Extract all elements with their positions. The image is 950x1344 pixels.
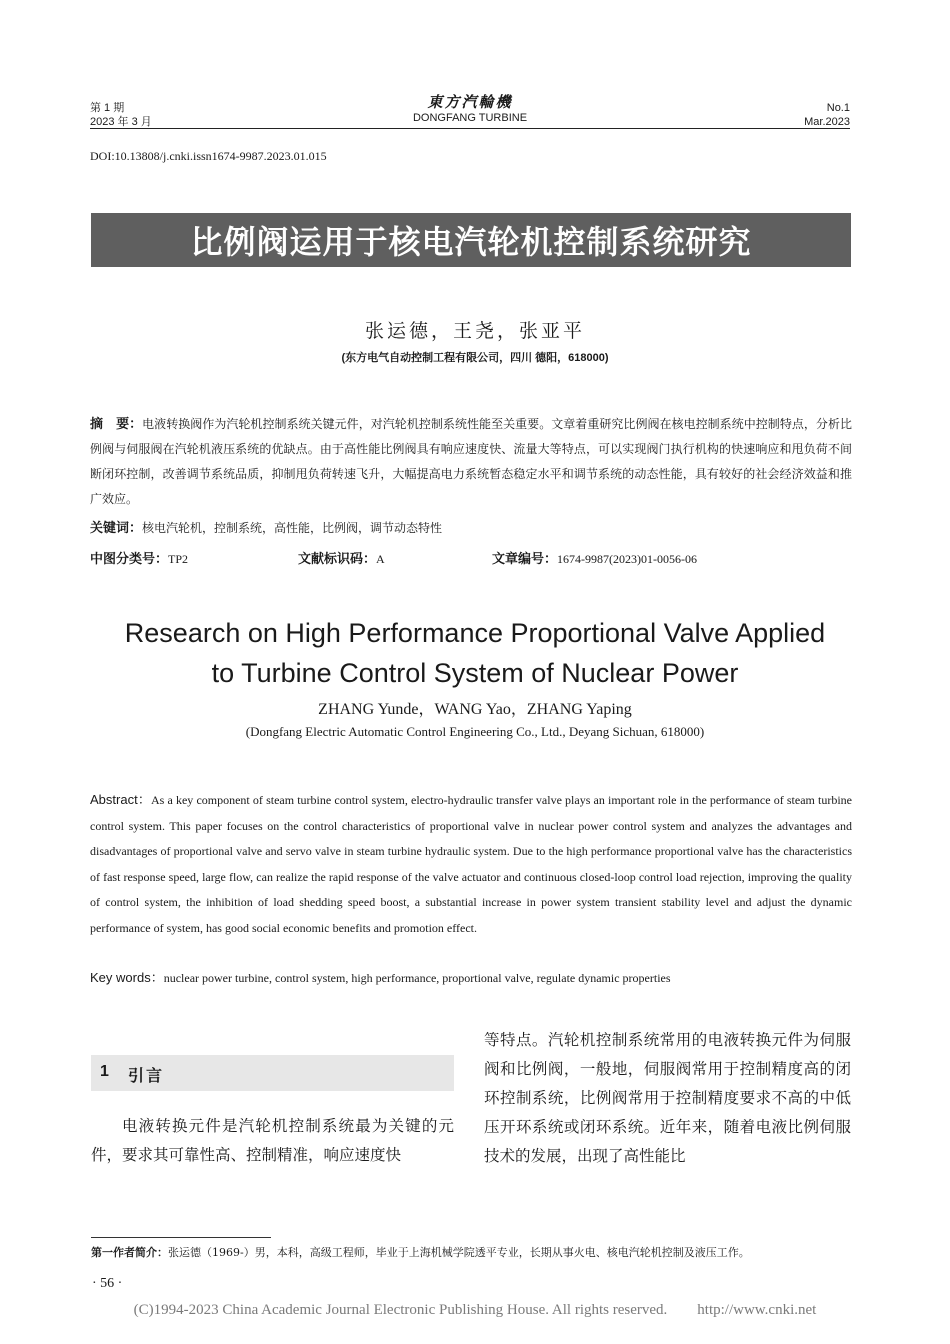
article-number [492,548,697,567]
page-number: · 56 · [92,1276,123,1291]
footnote-text: 张运德（1969-）男，本科，高级工程师，毕业于上海机械学院透平专业，长期从事火电、核电汽轮机控制及液压工作。 [168,1246,750,1259]
clc-value: TP2 [168,552,189,566]
document-code [298,548,385,567]
header-rule [90,128,850,129]
clc-label: 中图分类号： [90,551,169,566]
keywords-cn [90,517,442,536]
doi: DOI:10.13808/j.cnki.issn1674-9987.2023.01.015 [90,149,327,163]
header-issue-number: 第 1 期 [90,102,125,114]
section-number: 1 [100,1063,109,1080]
header-issue-en [804,101,850,129]
abstract-cn-text: 电液转换阀作为汽轮机控制系统关键元件，对汽轮机控制系统性能至关重要。文章着重研究比例阀在核电控制系统中控制特点，分析比例阀与伺服阀在汽轮机液压系统的优缺点。由于高性能比例阀具有响应速度快、流量大等特点，可以实现阀门执行机构的快速响应和甩负荷不间断闭环控制，改善调节系统品质，抑制甩负荷转速飞升，大幅提高电力系统暂态稳定水平和调节系统的动态性能，具有较好的社会经济效益和推广效应。 [90,417,852,506]
copyright-watermark: (C)1994-2023 China Academic Journal Electronic Publishing House. All rights reserved. http://www.cnki.net [133,1302,817,1318]
document-code-label: 文献标识码： [298,551,377,566]
abstract-cn [90,411,852,512]
header-journal [300,93,640,125]
abstract-en-text: As a key component of steam turbine control system, electro-hydraulic transfer valve plays an important role in the performance of steam turbine control system. This paper focuses on the control characteristics of proportional valve in nuclear power control system and analyzes the advantages and disadvantages of proportional valve and servo valve in steam turbine hydraulic system. Due to the high performance proportional valve has the characteristics of fast response speed, large flow, can realize the rapid response of the valve actuator and continuous closed-loop control load rejection, improving the quality of control system, the inhibition of load shedding speed boost, a substantial increase in power system transient stability level and adjust the dynamic performance of system, has good social economic benefits and promotion effect. [90,793,853,935]
body-left-column: 电液转换元件是汽轮机控制系统最为关键的元件，要求其可靠性高、控制精准，响应速度快 [91,1117,454,1164]
title-en-line1: Research on High Performance Proportional Valve Applied [124,618,826,648]
affiliation-cn: (东方电气自动控制工程有限公司，四川 德阳，618000) [341,352,609,364]
affiliation-en: (Dongfang Electric Automatic Control Engineering Co., Ltd., Deyang Sichuan, 618000) [245,724,705,739]
authors-en: ZHANG Yunde，WANG Yao，ZHANG Yaping [318,701,632,718]
article-number-label: 文章编号： [492,551,558,566]
section-title: 引言 [128,1068,165,1085]
footnote [91,1244,750,1260]
footnote-rule [91,1237,271,1238]
abstract-en-label: Abstract： [90,792,151,807]
header-issue-date-en: Mar.2023 [804,116,850,128]
keywords-en [90,967,671,986]
article-number-value: 1674-9987(2023)01-0056-06 [557,552,697,566]
keywords-en-text: nuclear power turbine, control system, high performance, proportional valve, regulate dynamic properties [163,971,671,985]
title-band [91,213,851,267]
header-issue-number-en: No.1 [826,102,850,114]
abstract-en [90,787,852,941]
document-code-value: A [376,552,385,566]
footnote-label: 第一作者简介： [91,1247,168,1259]
header-issue-date: 2023 年 3 月 [90,116,152,128]
clc-number [90,548,188,567]
keywords-cn-text: 核电汽轮机，控制系统，高性能，比例阀，调节动态特性 [142,521,443,535]
title-cn: 比例阀运用于核电汽轮机控制系统研究 [190,224,752,260]
journal-logo: 東方汽輪機 [427,93,513,111]
abstract-cn-label: 摘 要： [90,416,143,431]
authors-cn: 张运德，王尧，张亚平 [364,320,585,342]
keywords-en-label: Key words： [90,970,164,985]
journal-name-en: DONGFANG TURBINE [412,112,528,124]
body-right-column: 等特点。汽轮机控制系统常用的电液转换元件为伺服阀和比例阀，一般地，伺服阀常用于控制精度高的闭环控制系统，比例阀常用于控制精度要求不高的中低压开环系统或闭环系统。近年来，随着电液比例伺服技术的发展，出现了高性能比 [484,1031,851,1165]
title-en-line2: to Turbine Control System of Nuclear Power [211,658,739,688]
title-en [0,613,950,693]
keywords-cn-label: 关键词： [90,520,143,535]
header-issue [90,101,152,129]
